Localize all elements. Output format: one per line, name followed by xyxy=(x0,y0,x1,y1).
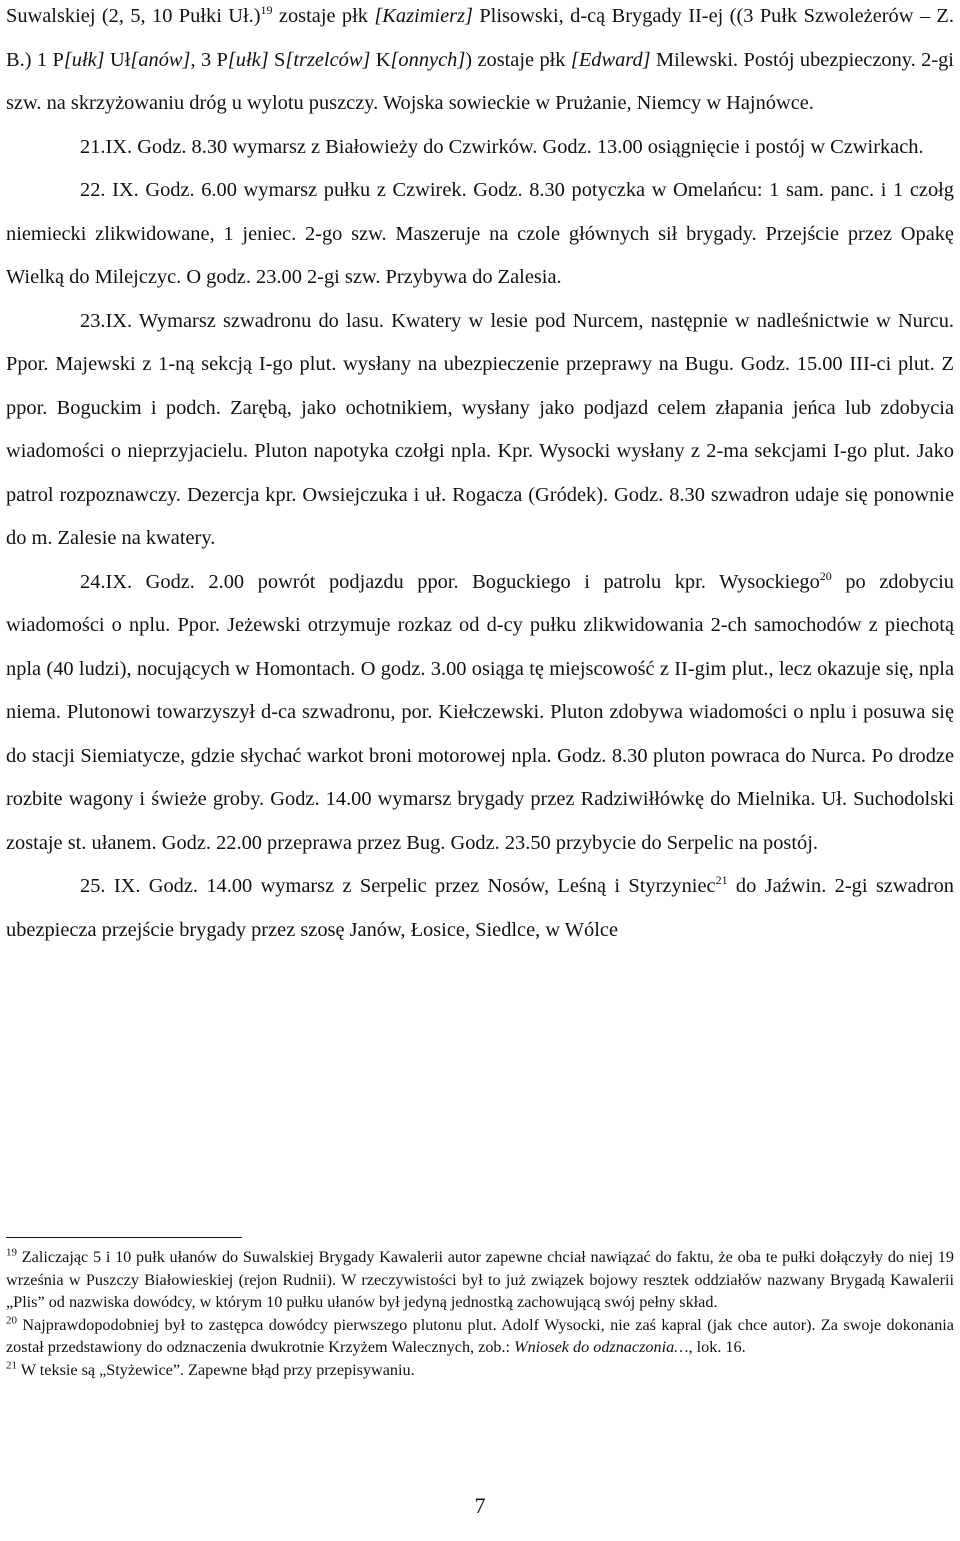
main-text xyxy=(6,0,954,952)
footnote-reference: 20 xyxy=(819,568,832,583)
footnote xyxy=(6,1359,954,1382)
italic-text: [ułk] xyxy=(227,48,269,71)
text-run: po zdobyciu wiadomości o nplu. Ppor. Jeżewski otrzymuje rozkaz od d-cy pułku zlikwidowania 2-ch samochodów z piechotą npla (40 ludzi), nocujących w Homontach. O godz. 3.00 osiąga tę miejscowość z II-gim plut., lecz okazuje się, npla niema. Plutonowi towarzyszył d-ca szwadronu, por. Kiełczewski. Pluton zdobywa wiadomości o nplu i posuwa się do stacji Siemiatycze, gdzie słychać warkot broni motorowej npla. Godz. 8.30 pluton powraca do Nurca. Po drodze rozbite wagony i świeże groby. Godz. 14.00 wymarsz brygady przez Radziwiłłówkę do Mielnika. Uł. Suchodolski zostaje st. ułanem. Godz. 22.00 przeprawa przez Bug. Godz. 23.50 przybycie do Serpelic na postój. xyxy=(6,570,954,854)
footnote-reference: 21 xyxy=(6,1359,17,1372)
text-run: zostaje płk xyxy=(272,5,375,27)
text-run: Najprawdopodobniej był to zastępca dowódcy pierwszego plutonu plut. Adolf Wysocki, nie zaś kapral (jak chce autor). Za swoje dokonania został przedstawiony do odznaczenia dwukrotnie Krzyżem Walecznych, zob.: xyxy=(6,1315,954,1357)
footnotes-section xyxy=(6,1246,954,1382)
italic-text: Wniosek do odznaczonia… xyxy=(514,1338,689,1357)
paragraph xyxy=(6,169,954,300)
text-run: K xyxy=(370,48,391,71)
text-run: Milewski. Postój ubezpieczony. 2-gi szw. na skrzyżowaniu dróg u wylotu puszczy. Wojska sowieckie w Prużanie, Niemcy w Hajnówce. xyxy=(6,48,954,114)
italic-text: [onnych] xyxy=(390,48,466,71)
footnote-reference: 21 xyxy=(715,873,728,888)
text-run: Plisowski, d-cą Brygady II-ej ((3 Pułk Szwoleżerów – Z. B.) 1 P xyxy=(6,5,954,71)
italic-text: [Edward] xyxy=(570,48,651,71)
text-run: 25. IX. Godz. 14.00 wymarsz z Serpelic przez Nosów, Leśną i Styrzyniec xyxy=(80,875,716,897)
text-run: Uł xyxy=(104,48,131,71)
text-run: 23.IX. Wymarsz szwadronu do lasu. Kwatery w lesie pod Nurcem, następnie w nadleśnictwie w Nurcu. Ppor. Majewski z 1-ną sekcją I-go plut. wysłany na ubezpieczenie przeprawy na Bugu. Godz. 15.00 III-ci plut. Z ppor. Boguckim i podch. Zarębą, jako ochotnikiem, wysłany jako podjazd celem złapania jeńca lub zdobycia wiadomości o nieprzyjacielu. Pluton napotyka czołgi npla. Kpr. Wysocki wysłany z 2-ma sekcjami I-go plut. Jako patrol rozpoznawczy. Dezercja kpr. Owsiejczuka i uł. Rogacza (Gródek). Godz. 8.30 szwadron udaje się ponownie do m. Zalesie na kwatery. xyxy=(6,309,954,549)
italic-text: [anów] xyxy=(130,48,191,71)
footnote xyxy=(6,1314,954,1359)
footnote-separator xyxy=(6,1237,242,1238)
text-run: , lok. 16. xyxy=(688,1338,746,1357)
paragraph xyxy=(6,865,954,952)
text-run: , 3 P xyxy=(190,48,228,71)
italic-text: [ułk] xyxy=(63,48,105,71)
footnote-reference: 19 xyxy=(6,1246,17,1259)
text-run: 21.IX. Godz. 8.30 wymarsz z Białowieży do Czwirków. Godz. 13.00 osiągnięcie i postój w Czwirkach. xyxy=(80,135,924,158)
text-run: 22. IX. Godz. 6.00 wymarsz pułku z Czwirek. Godz. 8.30 potyczka w Omelańcu: 1 sam. panc. i 1 czołg niemiecki zlikwidowane, 1 jeniec. 2-go szw. Maszeruje na czole głównych sił brygady. Przejście przez Opakę Wielką do Milejczyc. O godz. 23.00 2-gi szw. Przybywa do Zalesia. xyxy=(6,179,954,288)
paragraph xyxy=(6,561,954,866)
paragraph xyxy=(6,0,954,126)
page-number: 7 xyxy=(474,1493,486,1518)
text-run: ) zostaje płk xyxy=(465,48,571,71)
paragraph xyxy=(6,300,954,561)
paragraph xyxy=(6,126,954,170)
text-run: 24.IX. Godz. 2.00 powrót podjazdu ppor. Boguckiego i patrolu kpr. Wysockiego xyxy=(80,570,820,593)
document-page xyxy=(6,0,954,1379)
italic-text: [Kazimierz] xyxy=(374,5,473,27)
footnote-reference: 19 xyxy=(260,3,273,18)
footnote-reference: 20 xyxy=(6,1314,17,1327)
italic-text: [trzelców] xyxy=(285,48,371,71)
text-run: S xyxy=(268,48,286,71)
text-run: W teksie są „Styżewice”. Zapewne błąd przy przepisywaniu. xyxy=(17,1360,415,1379)
text-run: Zaliczając 5 i 10 pułk ułanów do Suwalskiej Brygady Kawalerii autor zapewne chciał nawiązać do faktu, że oba te pułki dołączyły do niej 19 września w Puszczy Białowieskiej (rejon Rudnii). W rzeczywistości był to już związek bojowy resztek oddziałów nazwany Brygadą Kawalerii „Plis” od nazwiska dowódcy, w którym 10 pułku ułanów był jedyną jednostką zachowującą swój pełny skład. xyxy=(6,1248,954,1312)
text-run: do Jaźwin. 2-gi szwadron ubezpiecza przejście brygady przez szosę Janów, Łosice, Siedlce, w Wólce xyxy=(6,875,954,941)
footnote xyxy=(6,1246,954,1314)
text-run: Suwalskiej (2, 5, 10 Pułki Uł.) xyxy=(6,5,261,27)
